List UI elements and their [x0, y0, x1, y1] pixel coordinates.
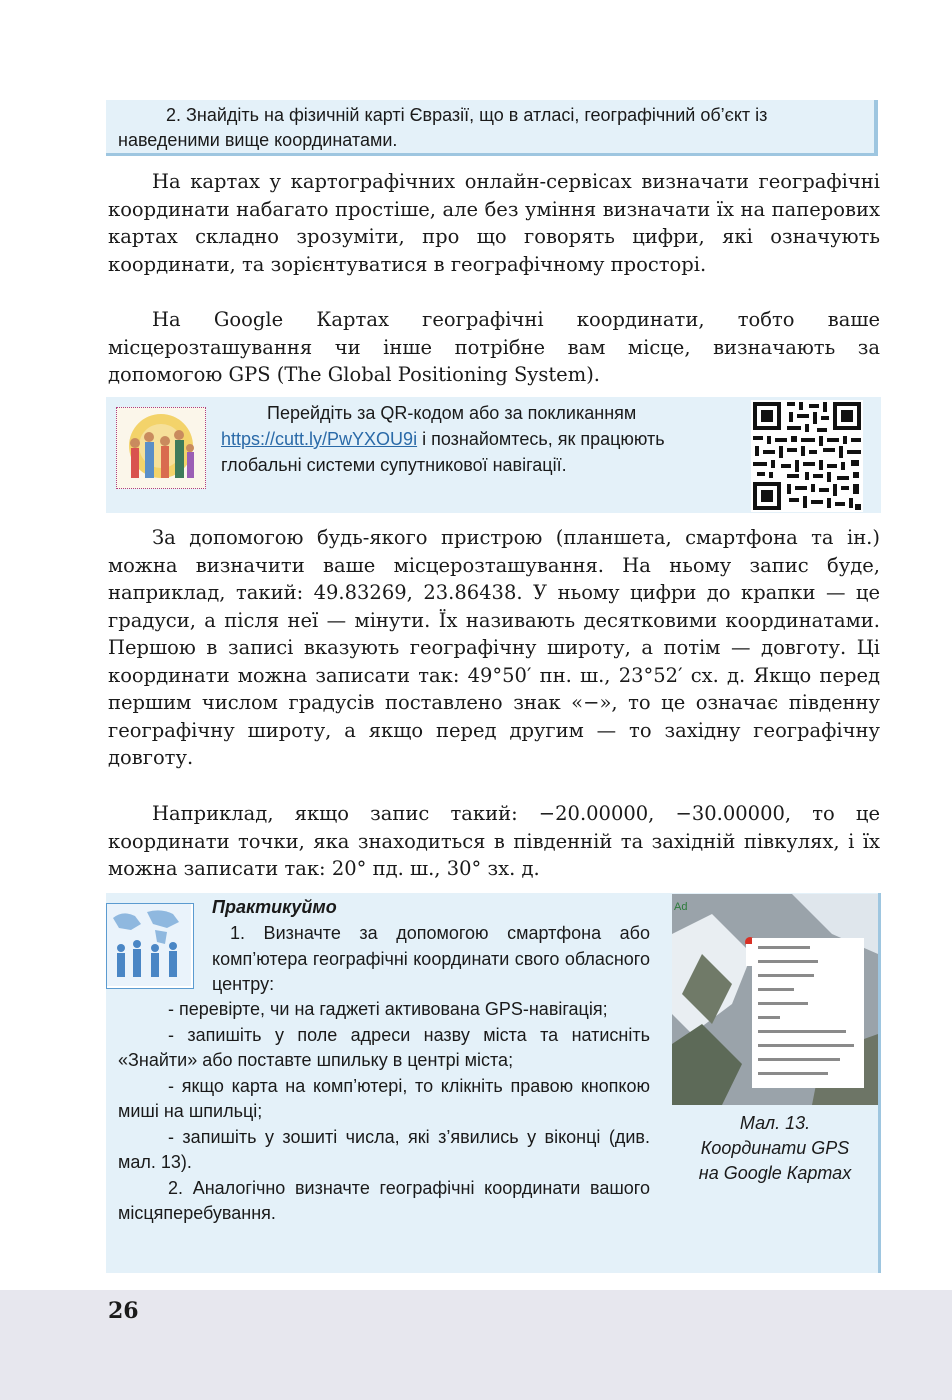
practice-step: - якщо карта на комп’ютері, то клікніть правою кнопкою миші на шпильці;	[118, 1075, 650, 1121]
globe-people-icon	[106, 903, 194, 989]
practice-step: - перевірте, чи на гаджеті активована GPS-навігація;	[168, 999, 608, 1019]
paragraph-3: За допомогою будь-якого пристрою (планшета, смартфона та ін.) можна визначити ваше місцерозташування. На ньому запис буде, наприклад, такий: 49.83269, 23.86438. У ньому цифри до крапки — це градуси, а після неї — мінути. Їх називають десятковими координатами. Першою в записі вказують географічну широту, а потім — довготу. Ці координати можна записати так: 49°50′ пн. ш., 23°52′ сх. д. Якщо перед першим числом градусів поставлено знак «−», то це означає південну географічну широту, а якщо перед другим — то західну географічну довготу.	[108, 526, 880, 769]
footer-band	[0, 1290, 952, 1400]
practice-box	[106, 893, 881, 1273]
cutt-ly-link[interactable]: https://cutt.ly/PwYXOU9i	[221, 429, 418, 449]
page-number: 26	[108, 1298, 139, 1324]
practice-steps	[118, 997, 650, 1227]
google-maps-screenshot	[672, 894, 878, 1105]
satellite-people-illustration	[116, 407, 206, 489]
task-text: 2. Знайдіть на фізичній карті Євразії, що в атласі, географічний об’єкт із наведеними вище координатами.	[118, 105, 768, 150]
svg-text:Ad: Ad	[674, 901, 688, 913]
practice-title: Практикуймо	[212, 897, 337, 917]
figure-caption: Мал. 13. Координати GPS на Google Картах	[698, 1113, 852, 1183]
qr-code[interactable]	[751, 400, 863, 512]
qr-info-box	[106, 397, 881, 513]
practice-step: - запишіть у зошиті числа, які з’явились у віконці (див. мал. 13).	[118, 1126, 650, 1172]
paragraph-2: На Google Картах географічні координати, тобто ваше місцерозташування чи інше потрібне вам місце, визначають за допомогою GPS (The Global Positioning System).	[108, 308, 880, 386]
practice-step: - запишіть у поле адреси назву міста та натисніть «Знайти» або поставте шпильку в центрі міста;	[118, 1024, 650, 1070]
paragraph-4: Наприклад, якщо запис такий: −20.00000, −30.00000, то це координати точки, яка знаходиться в південній та західній півкулях, і їх можна записати так: 20° пд. ш., 30° зх. д.	[108, 802, 880, 880]
paragraph-1: На картах у картографічних онлайн-сервісах визначати географічні координати набагато простіше, але без уміння визначати їх на паперових картах складно зрозуміти, про що говорять цифри, які означують координати, та зорієнтуватися в географічному просторі.	[108, 170, 880, 276]
qr-instructions: Перейдіть за QR-кодом або за покликанням https://cutt.ly/PwYXOU9i і познайомтесь, як працюють глобальні системи супутникової навігації.	[221, 403, 665, 475]
practice-item-2: 2. Аналогічно визначте географічні координати вашого місцяперебування.	[118, 1177, 650, 1223]
task-box	[106, 100, 878, 156]
practice-item-1: 1. Визначте за допомогою смартфона або комп’ютера географічні координати свого обласного центру:	[212, 923, 650, 994]
